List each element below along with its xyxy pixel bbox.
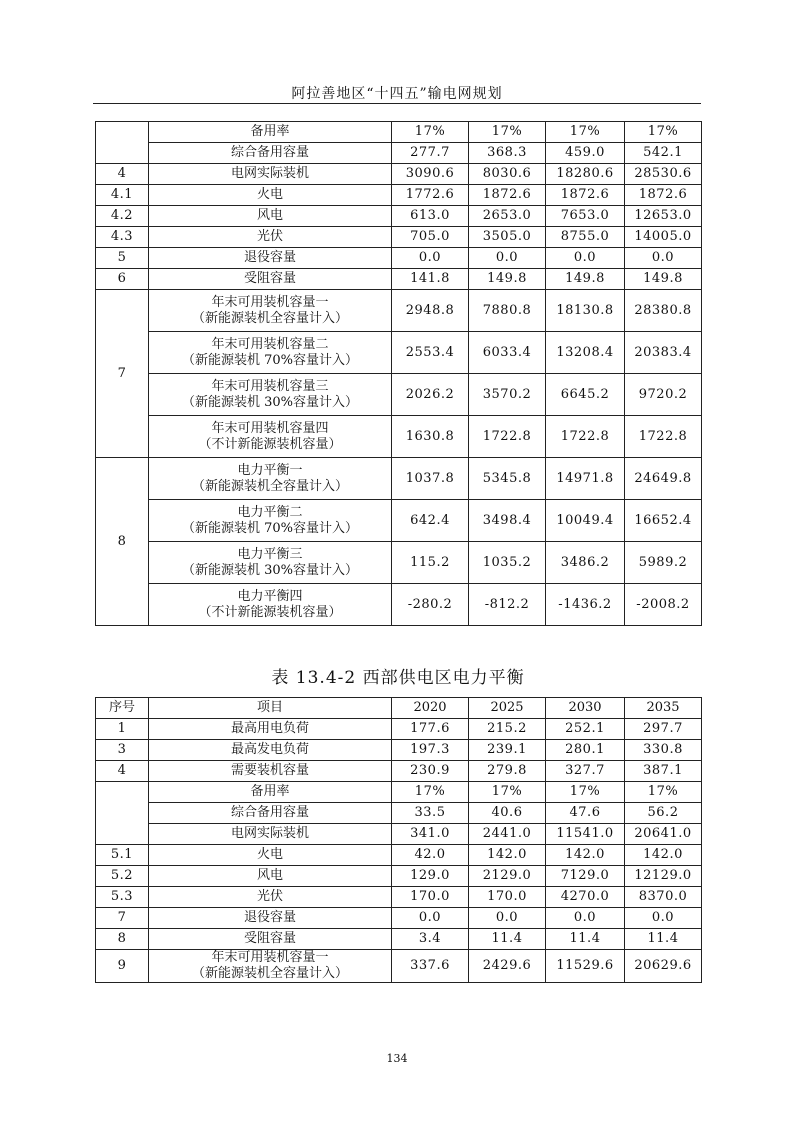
value-cell: 17% — [469, 782, 546, 803]
table-row — [96, 950, 702, 983]
table-row — [96, 908, 702, 929]
value-cell: 11.4 — [546, 929, 625, 950]
item-label: 年末可用装机容量一 — [211, 950, 329, 965]
value-cell: 337.6 — [392, 950, 469, 983]
item-cell: 光伏 — [149, 227, 392, 248]
item-cell: 需要装机容量 — [149, 761, 392, 782]
table-row — [96, 740, 702, 761]
seq-cell: 7 — [96, 908, 149, 929]
table-row — [96, 248, 702, 269]
value-cell: 368.3 — [469, 143, 546, 164]
table-row — [96, 269, 702, 290]
item-label: 电力平衡一 — [237, 462, 303, 478]
value-cell: 5345.8 — [469, 458, 546, 500]
value-cell: 3505.0 — [469, 227, 546, 248]
item-cell: 退役容量 — [149, 248, 392, 269]
seq-cell: 8 — [96, 458, 149, 626]
west-region-power-balance-table — [95, 697, 702, 983]
value-cell: 252.1 — [546, 719, 625, 740]
value-cell: 47.6 — [546, 803, 625, 824]
seq-cell — [96, 782, 149, 845]
value-cell: 1872.6 — [469, 185, 546, 206]
seq-cell: 3 — [96, 740, 149, 761]
value-cell: 297.7 — [625, 719, 702, 740]
value-cell: 16652.4 — [625, 500, 702, 542]
item-cell — [149, 500, 392, 542]
value-cell: 6033.4 — [469, 332, 546, 374]
item-note: （新能源装机 70%容量计入） — [181, 352, 359, 368]
item-note: （新能源装机全容量计入） — [191, 310, 348, 326]
value-cell: 12653.0 — [625, 206, 702, 227]
value-cell: 0.0 — [625, 248, 702, 269]
item-cell: 备用率 — [149, 122, 392, 143]
value-cell: 17% — [625, 122, 702, 143]
value-cell: 11529.6 — [546, 950, 625, 983]
column-header: 2030 — [546, 698, 625, 719]
value-cell: 20629.6 — [625, 950, 702, 983]
table-row — [96, 122, 702, 143]
seq-cell: 9 — [96, 950, 149, 983]
item-cell: 备用率 — [149, 782, 392, 803]
seq-cell: 8 — [96, 929, 149, 950]
value-cell: 7129.0 — [546, 866, 625, 887]
item-cell: 最高用电负荷 — [149, 719, 392, 740]
value-cell: 3090.6 — [392, 164, 469, 185]
item-label: 年末可用装机容量三 — [211, 378, 329, 394]
item-cell: 电网实际装机 — [149, 824, 392, 845]
value-cell: 2653.0 — [469, 206, 546, 227]
table-row — [96, 866, 702, 887]
value-cell: 3570.2 — [469, 374, 546, 416]
item-cell — [149, 584, 392, 626]
table-header-row — [96, 698, 702, 719]
value-cell: 0.0 — [469, 908, 546, 929]
table-row — [96, 458, 702, 500]
value-cell: 1630.8 — [392, 416, 469, 458]
item-cell — [149, 374, 392, 416]
table-row — [96, 845, 702, 866]
item-note: （新能源装机 70%容量计入） — [181, 520, 359, 536]
page-header: 阿拉善地区“十四五”输电网规划 — [291, 86, 503, 102]
value-cell: 0.0 — [392, 248, 469, 269]
value-cell: 1722.8 — [469, 416, 546, 458]
value-cell: 0.0 — [546, 248, 625, 269]
item-cell: 火电 — [149, 845, 392, 866]
value-cell: 20641.0 — [625, 824, 702, 845]
value-cell: 7880.8 — [469, 290, 546, 332]
item-note: （新能源装机全容量计入） — [191, 966, 348, 981]
item-label: 年末可用装机容量一 — [211, 294, 329, 310]
value-cell: 705.0 — [392, 227, 469, 248]
value-cell: 149.8 — [625, 269, 702, 290]
item-cell: 综合备用容量 — [149, 803, 392, 824]
value-cell: 11.4 — [625, 929, 702, 950]
seq-cell: 4 — [96, 761, 149, 782]
value-cell: 17% — [392, 122, 469, 143]
value-cell: 8370.0 — [625, 887, 702, 908]
table-row — [96, 542, 702, 584]
seq-cell: 4.2 — [96, 206, 149, 227]
value-cell: 14971.8 — [546, 458, 625, 500]
item-cell — [149, 542, 392, 584]
item-cell: 综合备用容量 — [149, 143, 392, 164]
value-cell: 1722.8 — [625, 416, 702, 458]
table-caption: 表 13.4-2 西部供电区电力平衡 — [271, 668, 525, 688]
value-cell: 2948.8 — [392, 290, 469, 332]
item-cell: 电网实际装机 — [149, 164, 392, 185]
item-note: （不计新能源装机容量） — [198, 604, 342, 620]
value-cell: 17% — [625, 782, 702, 803]
value-cell: 142.0 — [625, 845, 702, 866]
value-cell: -812.2 — [469, 584, 546, 626]
value-cell: 2129.0 — [469, 866, 546, 887]
table-row — [96, 500, 702, 542]
item-label: 年末可用装机容量四 — [211, 420, 329, 436]
page-number: 134 — [386, 1052, 408, 1065]
seq-cell: 4.3 — [96, 227, 149, 248]
table-row — [96, 374, 702, 416]
value-cell: 115.2 — [392, 542, 469, 584]
seq-cell — [96, 122, 149, 164]
value-cell: 0.0 — [546, 908, 625, 929]
value-cell: 28380.8 — [625, 290, 702, 332]
value-cell: 149.8 — [546, 269, 625, 290]
item-label: 电力平衡四 — [237, 588, 303, 604]
column-header: 项目 — [149, 698, 392, 719]
table-row — [96, 803, 702, 824]
table-row — [96, 824, 702, 845]
item-cell: 退役容量 — [149, 908, 392, 929]
value-cell: 330.8 — [625, 740, 702, 761]
seq-cell: 4 — [96, 164, 149, 185]
table-row — [96, 584, 702, 626]
table-row — [96, 719, 702, 740]
value-cell: 0.0 — [469, 248, 546, 269]
value-cell: 170.0 — [392, 887, 469, 908]
value-cell: 42.0 — [392, 845, 469, 866]
item-cell: 受阻容量 — [149, 929, 392, 950]
value-cell: 280.1 — [546, 740, 625, 761]
value-cell: -1436.2 — [546, 584, 625, 626]
value-cell: 0.0 — [392, 908, 469, 929]
value-cell: 341.0 — [392, 824, 469, 845]
table-row — [96, 185, 702, 206]
value-cell: 1722.8 — [546, 416, 625, 458]
value-cell: 12129.0 — [625, 866, 702, 887]
value-cell: 17% — [392, 782, 469, 803]
item-cell: 风电 — [149, 206, 392, 227]
value-cell: 2441.0 — [469, 824, 546, 845]
value-cell: 141.8 — [392, 269, 469, 290]
value-cell: 239.1 — [469, 740, 546, 761]
item-label: 电力平衡三 — [237, 546, 303, 562]
value-cell: 459.0 — [546, 143, 625, 164]
value-cell: 642.4 — [392, 500, 469, 542]
value-cell: 17% — [469, 122, 546, 143]
value-cell: 24649.8 — [625, 458, 702, 500]
value-cell: 2026.2 — [392, 374, 469, 416]
seq-cell: 5.3 — [96, 887, 149, 908]
seq-cell: 4.1 — [96, 185, 149, 206]
value-cell: 10049.4 — [546, 500, 625, 542]
value-cell: 215.2 — [469, 719, 546, 740]
value-cell: 230.9 — [392, 761, 469, 782]
value-cell: 3.4 — [392, 929, 469, 950]
item-label: 电力平衡二 — [237, 504, 303, 520]
table-row — [96, 761, 702, 782]
item-cell — [149, 458, 392, 500]
value-cell: 17% — [546, 122, 625, 143]
seq-cell: 5.1 — [96, 845, 149, 866]
item-cell: 风电 — [149, 866, 392, 887]
value-cell: 6645.2 — [546, 374, 625, 416]
value-cell: 8030.6 — [469, 164, 546, 185]
table-row — [96, 887, 702, 908]
value-cell: 3486.2 — [546, 542, 625, 584]
value-cell: 33.5 — [392, 803, 469, 824]
item-cell: 受阻容量 — [149, 269, 392, 290]
table-row — [96, 164, 702, 185]
value-cell: 1872.6 — [546, 185, 625, 206]
item-cell — [149, 332, 392, 374]
item-cell — [149, 416, 392, 458]
value-cell: 327.7 — [546, 761, 625, 782]
value-cell: 1037.8 — [392, 458, 469, 500]
item-note: （新能源装机 30%容量计入） — [181, 394, 359, 410]
value-cell: 11541.0 — [546, 824, 625, 845]
value-cell: 149.8 — [469, 269, 546, 290]
value-cell: 18130.8 — [546, 290, 625, 332]
value-cell: 279.8 — [469, 761, 546, 782]
seq-cell: 6 — [96, 269, 149, 290]
value-cell: 277.7 — [392, 143, 469, 164]
column-header: 序号 — [96, 698, 149, 719]
header-rule — [93, 103, 701, 104]
value-cell: 8755.0 — [546, 227, 625, 248]
value-cell: 142.0 — [546, 845, 625, 866]
value-cell: 14005.0 — [625, 227, 702, 248]
value-cell: 13208.4 — [546, 332, 625, 374]
value-cell: 387.1 — [625, 761, 702, 782]
item-cell: 光伏 — [149, 887, 392, 908]
value-cell: 613.0 — [392, 206, 469, 227]
seq-cell: 7 — [96, 290, 149, 458]
value-cell: 1872.6 — [625, 185, 702, 206]
value-cell: 177.6 — [392, 719, 469, 740]
value-cell: 2553.4 — [392, 332, 469, 374]
column-header: 2025 — [469, 698, 546, 719]
value-cell: 1772.6 — [392, 185, 469, 206]
value-cell: 40.6 — [469, 803, 546, 824]
item-cell: 最高发电负荷 — [149, 740, 392, 761]
table-row — [96, 290, 702, 332]
value-cell: 142.0 — [469, 845, 546, 866]
table-row — [96, 416, 702, 458]
seq-cell: 5.2 — [96, 866, 149, 887]
value-cell: 0.0 — [625, 908, 702, 929]
value-cell: 11.4 — [469, 929, 546, 950]
item-cell — [149, 950, 392, 983]
value-cell: -280.2 — [392, 584, 469, 626]
value-cell: -2008.2 — [625, 584, 702, 626]
value-cell: 129.0 — [392, 866, 469, 887]
value-cell: 542.1 — [625, 143, 702, 164]
item-note: （新能源装机 30%容量计入） — [181, 562, 359, 578]
value-cell: 5989.2 — [625, 542, 702, 584]
item-cell: 火电 — [149, 185, 392, 206]
table-row — [96, 227, 702, 248]
value-cell: 17% — [546, 782, 625, 803]
value-cell: 28530.6 — [625, 164, 702, 185]
table-row — [96, 143, 702, 164]
value-cell: 2429.6 — [469, 950, 546, 983]
seq-cell: 5 — [96, 248, 149, 269]
value-cell: 3498.4 — [469, 500, 546, 542]
value-cell: 170.0 — [469, 887, 546, 908]
seq-cell: 1 — [96, 719, 149, 740]
table-row — [96, 332, 702, 374]
value-cell: 197.3 — [392, 740, 469, 761]
table-row — [96, 929, 702, 950]
value-cell: 20383.4 — [625, 332, 702, 374]
value-cell: 56.2 — [625, 803, 702, 824]
value-cell: 1035.2 — [469, 542, 546, 584]
value-cell: 9720.2 — [625, 374, 702, 416]
table-row — [96, 206, 702, 227]
power-balance-table-continued — [95, 121, 702, 626]
value-cell: 4270.0 — [546, 887, 625, 908]
table-row — [96, 782, 702, 803]
item-note: （新能源装机全容量计入） — [191, 478, 348, 494]
item-note: （不计新能源装机容量） — [198, 436, 342, 452]
value-cell: 18280.6 — [546, 164, 625, 185]
column-header: 2020 — [392, 698, 469, 719]
item-cell — [149, 290, 392, 332]
item-label: 年末可用装机容量二 — [211, 336, 329, 352]
column-header: 2035 — [625, 698, 702, 719]
value-cell: 7653.0 — [546, 206, 625, 227]
